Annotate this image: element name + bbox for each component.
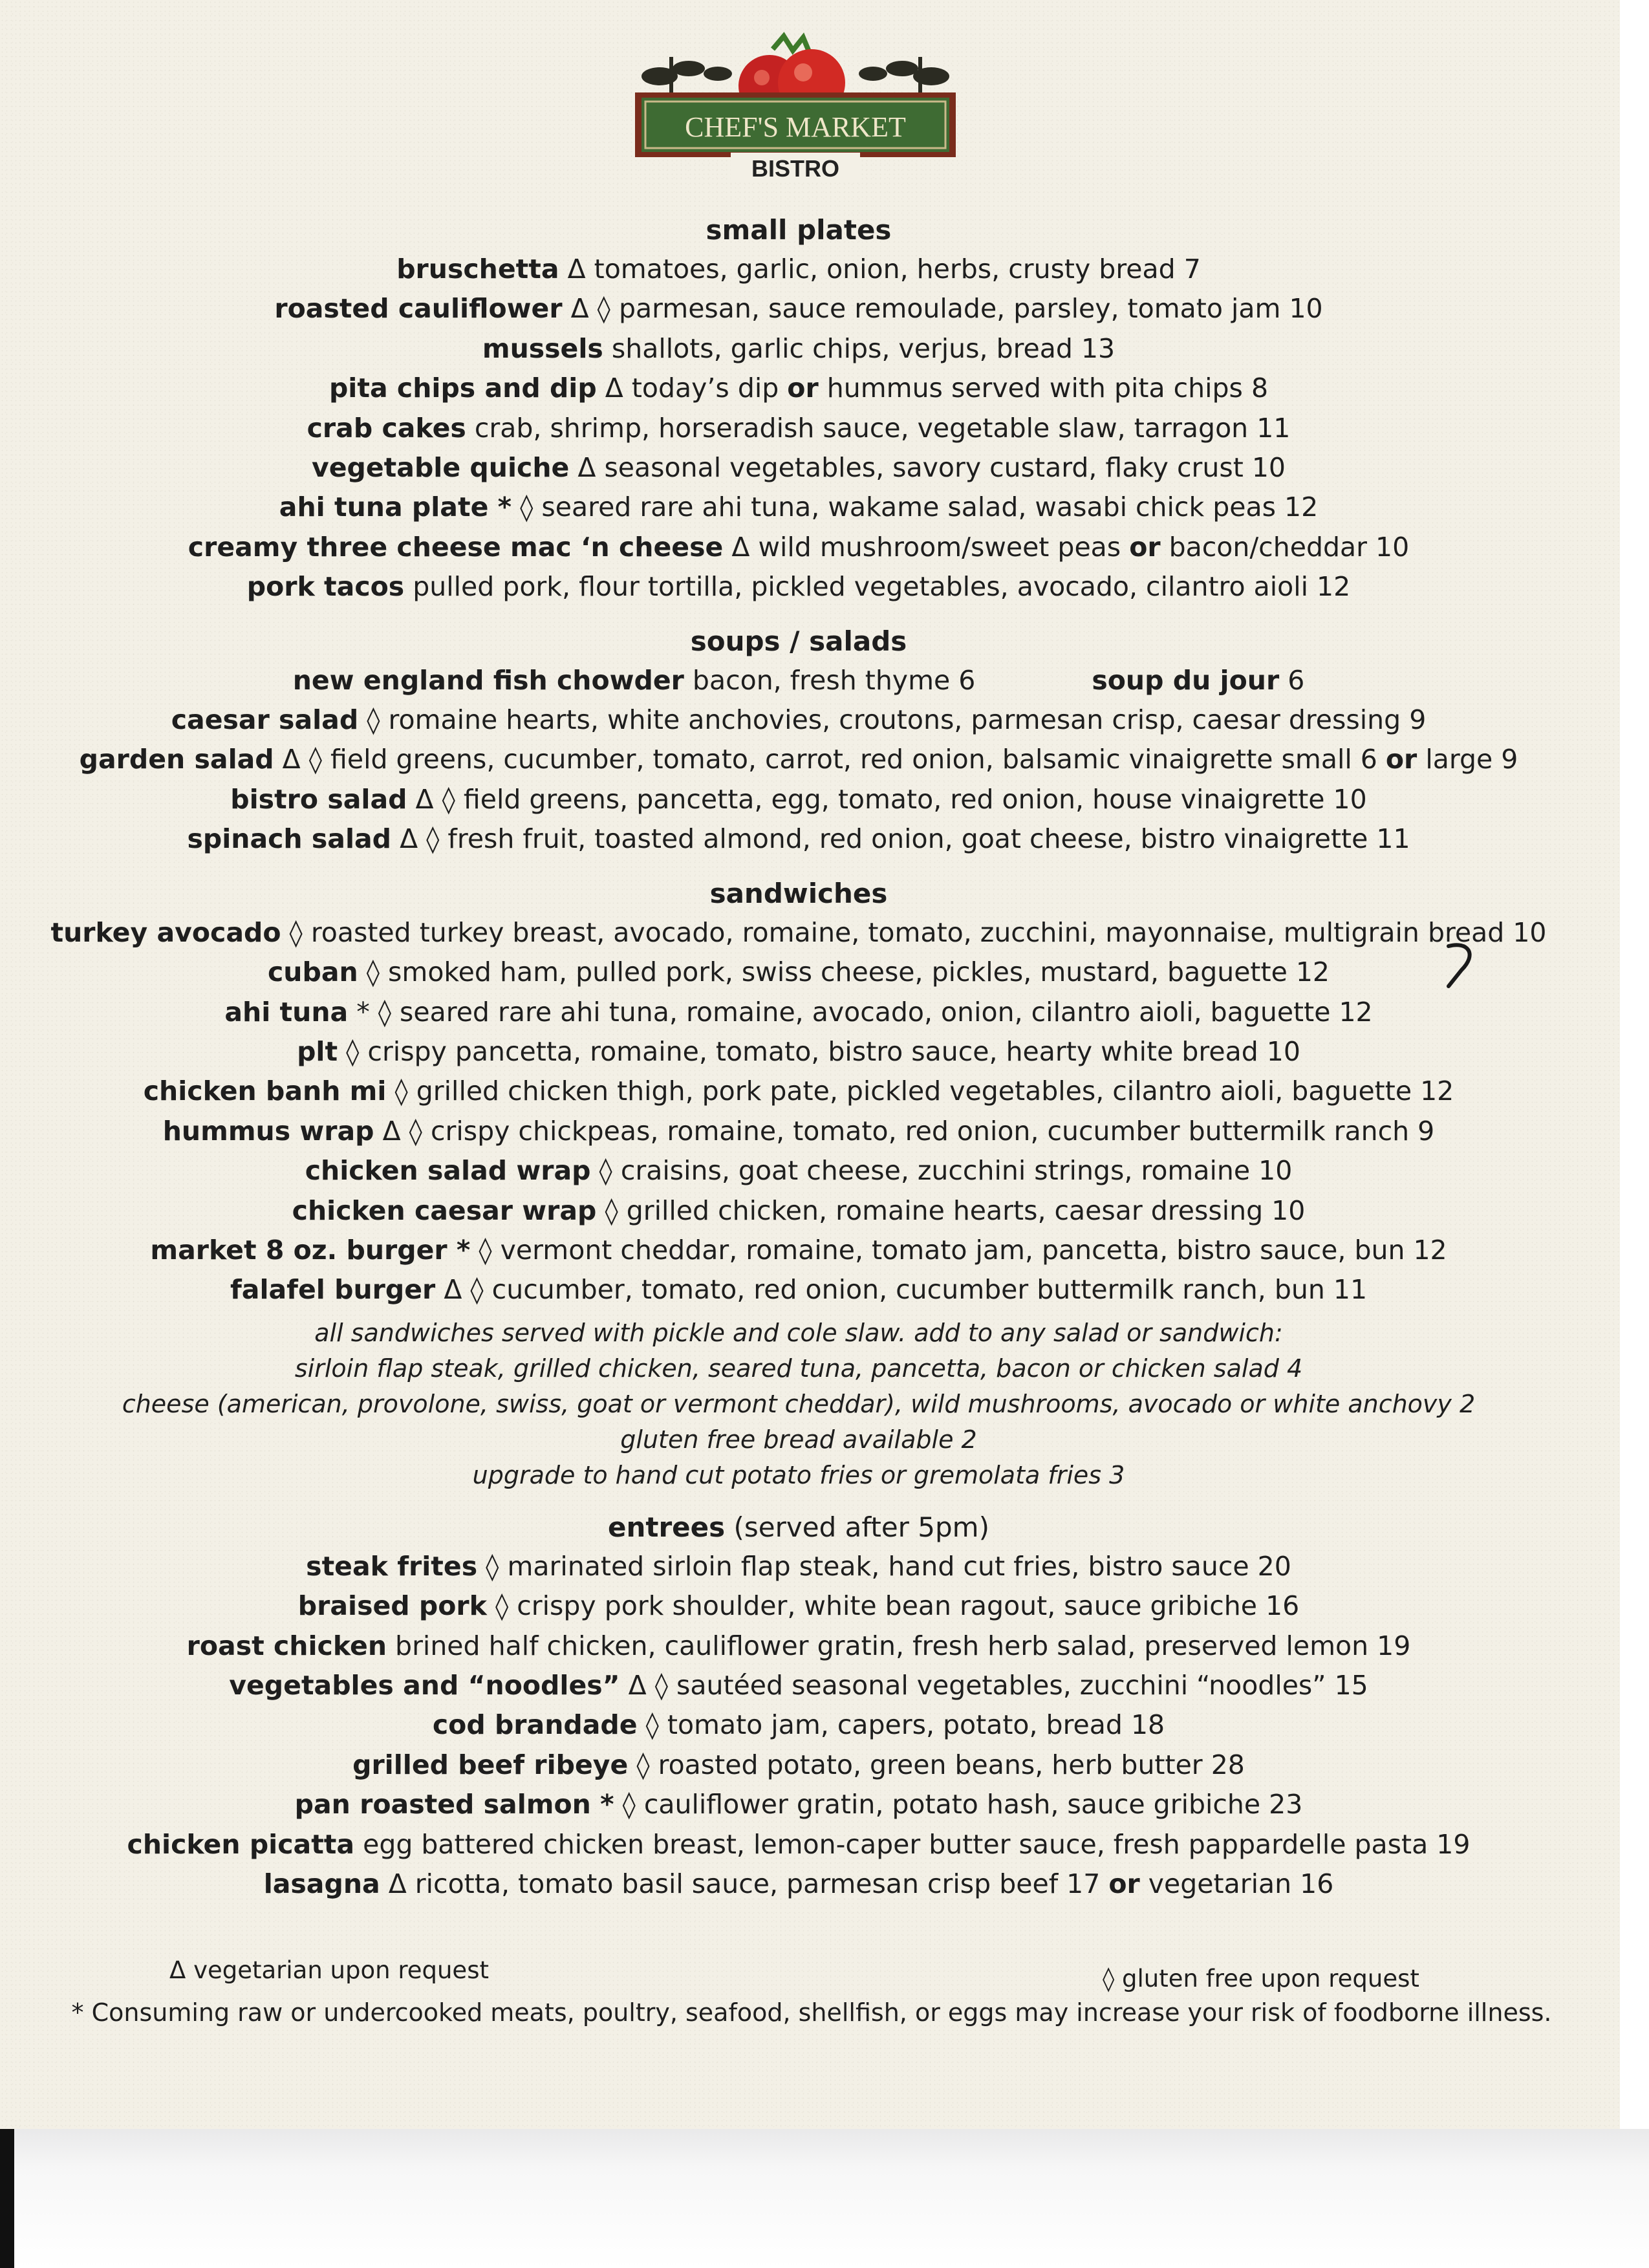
item-desc: ◊ grilled chicken, romaine hearts, caesar dressing 10 [596, 1194, 1306, 1226]
gluten-free-legend: ◊ gluten free upon request [1103, 1965, 1419, 1993]
menu-item [0, 1666, 1597, 1705]
item-name: pork tacos [246, 571, 405, 603]
item-name: market 8 oz. burger * [150, 1234, 471, 1266]
section-title: sandwiches [709, 877, 888, 909]
item-desc: ◊ romaine hearts, white anchovies, croutons, parmesan crisp, caesar dressing 9 [358, 704, 1427, 736]
item-name: crab cakes [307, 412, 466, 444]
item-name: ahi tuna [224, 996, 349, 1028]
menu-item [0, 1705, 1597, 1745]
menu-item [0, 409, 1597, 448]
item-desc: Δ ◊ sautéed seasonal vegetables, zucchini “noodles” 15 [620, 1669, 1368, 1701]
menu-item [0, 1112, 1597, 1151]
menu-item [0, 1072, 1597, 1111]
item-desc: Δ ◊ crispy chickpeas, romaine, tomato, red onion, cucumber buttermilk ranch 9 [374, 1115, 1435, 1147]
item-desc: 6 [1279, 664, 1305, 696]
item-name: bistro salad [230, 783, 407, 815]
menu-item [0, 289, 1597, 329]
item-desc: ◊ roasted turkey breast, avocado, romaine, tomato, zucchini, mayonnaise, multigrain bread 10 [281, 916, 1547, 948]
item-name: grilled beef ribeye [352, 1749, 629, 1780]
menu-item [0, 1032, 1597, 1072]
item-desc: Δ seasonal vegetables, savory custard, flaky crust 10 [569, 452, 1286, 484]
item-desc: ◊ craisins, goat cheese, zucchini strings, romaine 10 [590, 1155, 1293, 1187]
item-name: plt [297, 1035, 338, 1067]
item-desc: ◊ tomato jam, capers, potato, bread 18 [637, 1709, 1165, 1741]
item-desc: ◊ seared rare ahi tuna, wakame salad, wasabi chick peas 12 [512, 491, 1319, 523]
item-or: or [1129, 531, 1161, 563]
item-or: or [1108, 1868, 1140, 1899]
item-name: roast chicken [186, 1630, 387, 1661]
item-desc: ◊ marinated sirloin flap steak, hand cut fries, bistro sauce 20 [477, 1550, 1291, 1582]
menu-item [0, 780, 1597, 819]
menu-item [0, 1547, 1597, 1586]
item-name: garden salad [79, 744, 274, 775]
menu-item [0, 369, 1597, 408]
item-name: caesar salad [171, 704, 359, 736]
item-desc: ◊ crispy pancetta, romaine, tomato, bistro sauce, hearty white bread 10 [338, 1035, 1300, 1067]
item-desc: Δ ◊ fresh fruit, toasted almond, red onion, goat cheese, bistro vinaigrette 11 [391, 823, 1410, 855]
scan-border [0, 2129, 1649, 2268]
menu-item [0, 993, 1597, 1032]
note-line: upgrade to hand cut potato fries or gremolata fries 3 [472, 1460, 1125, 1489]
item-desc: Δ ◊ field greens, pancetta, egg, tomato, red onion, house vinaigrette 10 [407, 783, 1367, 815]
menu-item [0, 250, 1597, 289]
item-desc: Δ wild mushroom/sweet peas [723, 531, 1130, 563]
item-desc: bacon/cheddar 10 [1160, 531, 1410, 563]
item-desc: brined half chicken, cauliflower gratin, fresh herb salad, preserved lemon 19 [387, 1630, 1411, 1661]
item-name: pan roasted salmon * [294, 1789, 614, 1820]
item-desc: Δ tomatoes, garlic, onion, herbs, crusty bread 7 [559, 254, 1201, 285]
item-desc: pulled pork, flour tortilla, pickled vegetables, avocado, cilantro aioli 12 [404, 571, 1351, 603]
menu-item [0, 488, 1597, 527]
note-line: sirloin flap steak, grilled chicken, seared tuna, pancetta, bacon or chicken salad 4 [294, 1354, 1303, 1383]
vegetarian-legend: Δ vegetarian upon request [169, 1956, 489, 1984]
menu-item [0, 1231, 1597, 1270]
item-name: new england fish chowder [292, 664, 684, 696]
menu-item [0, 528, 1597, 567]
menu-item [0, 1586, 1597, 1626]
item-name: turkey avocado [50, 916, 281, 948]
menu-item [0, 913, 1597, 953]
section-title: soups / salads [690, 625, 907, 657]
item-name: ahi tuna plate * [279, 491, 512, 523]
menu-item [0, 329, 1597, 369]
section-title-note: (served after 5pm) [725, 1511, 989, 1543]
menu-body [0, 210, 1597, 1904]
menu-item [0, 740, 1597, 779]
item-or: or [1385, 744, 1417, 775]
section-title-text: entrees [608, 1511, 726, 1543]
section-soups-salads [0, 621, 1597, 859]
item-desc: hummus served with pita chips 8 [818, 373, 1269, 404]
item-desc: ◊ roasted potato, green beans, herb butter 28 [628, 1749, 1245, 1780]
item-name: vegetable quiche [311, 452, 570, 484]
logo-subtitle: BISTRO [751, 155, 840, 182]
section-small-plates [0, 210, 1597, 607]
note-line: all sandwiches served with pickle and cole slaw. add to any salad or sandwich: [314, 1318, 1283, 1347]
item-desc: vegetarian 16 [1139, 1868, 1334, 1899]
logo-title: CHEF'S MARKET [685, 111, 906, 143]
item-desc: shallots, garlic chips, verjus, bread 13 [603, 332, 1116, 364]
item-desc: ◊ smoked ham, pulled pork, swiss cheese, pickles, mustard, baguette 12 [358, 956, 1330, 988]
menu-item [0, 1151, 1597, 1191]
item-name: braised pork [297, 1590, 487, 1622]
menu-item [0, 819, 1597, 859]
item-name: chicken picatta [127, 1828, 355, 1860]
section-title: small plates [706, 214, 892, 246]
item-name: spinach salad [187, 823, 392, 855]
menu-item [0, 567, 1597, 607]
sandwich-notes [0, 1315, 1597, 1493]
item-name: lasagna [263, 1868, 380, 1899]
menu-item [0, 1626, 1597, 1666]
item-desc: Δ today’s dip [596, 373, 788, 404]
scan-shadow [0, 2129, 14, 2268]
item-name: cuban [267, 956, 358, 988]
item-desc: ◊ crispy pork shoulder, white bean ragout, sauce gribiche 16 [486, 1590, 1300, 1622]
menu-item [0, 1270, 1597, 1310]
item-name: steak frites [306, 1550, 478, 1582]
item-desc: crab, shrimp, horseradish sauce, vegetable slaw, tarragon 11 [466, 412, 1291, 444]
item-name: chicken salad wrap [305, 1155, 591, 1187]
item-name: hummus wrap [162, 1115, 374, 1147]
menu-item [0, 1864, 1597, 1904]
item-desc: * ◊ seared rare ahi tuna, romaine, avocado, onion, cilantro aioli, baguette 12 [348, 996, 1373, 1028]
chefs-market-logo [634, 31, 957, 183]
foodborne-warning: * Consuming raw or undercooked meats, poultry, seafood, shellfish, or eggs may increase your risk of foodborne illness. [71, 1998, 1552, 2027]
note-line: cheese (american, provolone, swiss, goat or vermont cheddar), wild mushrooms, avocado or white anchovy 2 [122, 1389, 1476, 1418]
menu-item [0, 953, 1597, 992]
item-desc: Δ ricotta, tomato basil sauce, parmesan crisp beef 17 [380, 1868, 1109, 1899]
menu-item [0, 700, 1597, 740]
menu-item [0, 1191, 1597, 1231]
item-desc: Δ ◊ parmesan, sauce remoulade, parsley, tomato jam 10 [562, 293, 1323, 325]
item-name: mussels [482, 332, 603, 364]
item-name: soup du jour [1092, 664, 1280, 696]
item-name: vegetables and “noodles” [229, 1669, 620, 1701]
item-desc: Δ ◊ field greens, cucumber, tomato, carrot, red onion, balsamic vinaigrette small 6 [274, 744, 1386, 775]
section-title [0, 1507, 1597, 1547]
item-desc: Δ ◊ cucumber, tomato, red onion, cucumber buttermilk ranch, bun 11 [435, 1274, 1368, 1306]
item-desc: egg battered chicken breast, lemon-caper butter sauce, fresh pappardelle pasta 19 [354, 1828, 1471, 1860]
menu-item [0, 1785, 1597, 1824]
item-name: chicken banh mi [143, 1075, 387, 1107]
item-or: or [787, 373, 819, 404]
menu-item [0, 661, 1597, 700]
item-name: roasted cauliflower [274, 293, 563, 325]
item-name: falafel burger [230, 1274, 436, 1306]
menu-item [0, 1825, 1597, 1864]
item-desc: ◊ grilled chicken thigh, pork pate, pickled vegetables, cilantro aioli, baguette 12 [386, 1075, 1454, 1107]
menu-item [0, 448, 1597, 488]
item-desc: ◊ vermont cheddar, romaine, tomato jam, pancetta, bistro sauce, bun 12 [470, 1234, 1447, 1266]
item-name: pita chips and dip [329, 373, 597, 404]
item-desc: bacon, fresh thyme 6 [684, 664, 976, 696]
item-name: chicken caesar wrap [292, 1194, 597, 1226]
section-entrees [0, 1507, 1597, 1905]
pen-mark [1442, 941, 1487, 989]
item-desc: ◊ cauliflower gratin, potato hash, sauce gribiche 23 [614, 1789, 1303, 1820]
item-name: cod brandade [432, 1709, 638, 1741]
item-name: bruschetta [396, 254, 559, 285]
item-name: creamy three cheese mac ‘n cheese [188, 531, 724, 563]
section-sandwiches [0, 874, 1597, 1493]
menu-item [0, 1745, 1597, 1785]
note-line: gluten free bread available 2 [620, 1425, 977, 1454]
item-desc: large 9 [1417, 744, 1518, 775]
